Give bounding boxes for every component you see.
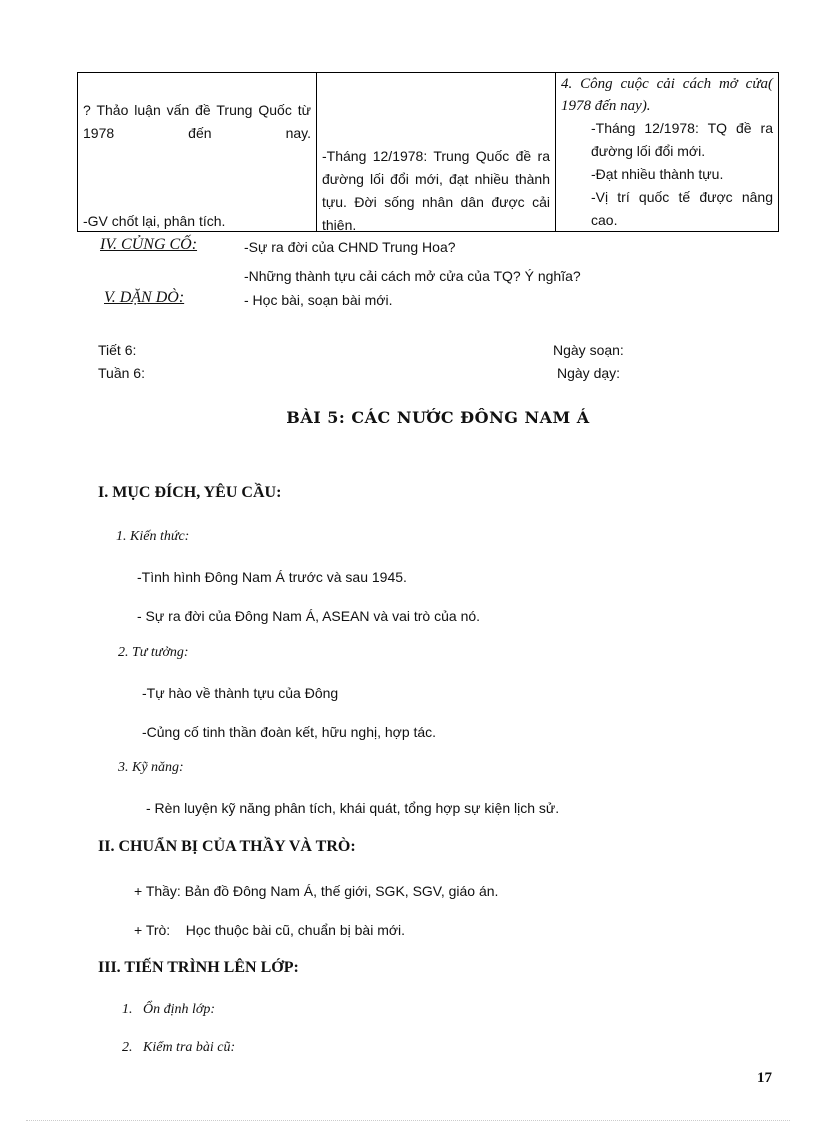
thought-label: 2. Tư tưởng:	[118, 645, 189, 660]
section3-heading: III. TIẾN TRÌNH LÊN LỚP:	[98, 959, 299, 976]
period-label: Tiết 6:	[98, 342, 137, 358]
table-cell-student	[317, 73, 556, 232]
student-text: -Tháng 12/1978: Trung Quốc đề ra đường lối đổi mới, đạt nhiều thành tựu. Đời sống nhân dân được cải thiện.	[322, 148, 550, 233]
step-1: 1. Ổn định lớp:	[122, 1002, 216, 1017]
discussion-text: ? Thảo luận vấn đề Trung Quốc từ 1978 đến nay.	[83, 102, 311, 141]
student-prep: + Trò: Học thuộc bài cũ, chuẩn bị bài mới.	[134, 922, 406, 938]
consolidation-label: IV. CỦNG CỐ:	[100, 236, 198, 253]
knowledge-label: 1. Kiến thức:	[116, 529, 190, 544]
thought-item-2: -Củng cố tinh thần đoàn kết, hữu nghị, hợp tác.	[142, 724, 437, 740]
step-2: 2. Kiểm tra bài cũ:	[122, 1040, 236, 1055]
section2-heading: II. CHUẨN BỊ CỦA THẦY VÀ TRÒ:	[98, 838, 356, 855]
homework-text: - Học bài, soạn bài mới.	[244, 292, 393, 308]
content-p3: -Vị trí quốc tế được nâng cao.	[591, 189, 773, 228]
knowledge-item-2: - Sự ra đời của Đông Nam Á, ASEAN và vai trò của nó.	[137, 608, 481, 624]
page-number: 17	[757, 1070, 772, 1086]
week-label: Tuần 6:	[98, 365, 145, 381]
lesson-title: BÀI 5: CÁC NƯỚC ĐÔNG NAM Á	[286, 408, 590, 427]
skill-label: 3. Kỹ năng:	[118, 760, 184, 775]
skill-item-1: - Rèn luyện kỹ năng phân tích, khái quát, tổng hợp sự kiện lịch sử.	[146, 800, 560, 816]
table-cell-content	[556, 73, 779, 232]
content-p2: -Đạt nhiều thành tựu.	[591, 166, 724, 182]
consolidation-q1: -Sự ra đời của CHND Trung Hoa?	[244, 239, 456, 255]
teach-date-label: Ngày dạy:	[557, 365, 621, 381]
conclusion-text: -GV chốt lại, phân tích.	[83, 213, 226, 229]
page-bottom-rule	[26, 1120, 790, 1121]
lesson-table	[77, 72, 779, 232]
section1-heading: I. MỤC ĐÍCH, YÊU CẦU:	[98, 484, 282, 501]
teacher-prep: + Thầy: Bản đồ Đông Nam Á, thế giới, SGK, SGV, giáo án.	[134, 883, 499, 899]
table-cell-activities	[78, 73, 317, 232]
content-heading: 4. Công cuộc cải cách mở cửa( 1978 đến nay).	[561, 76, 773, 114]
consolidation-q2: -Những thành tựu cải cách mở cửa của TQ? Ý nghĩa?	[244, 268, 581, 284]
prep-date-label: Ngày soạn:	[553, 342, 624, 358]
thought-item-1: -Tự hào về thành tựu của Đông	[142, 685, 339, 701]
knowledge-item-1: -Tình hình Đông Nam Á trước và sau 1945.	[137, 569, 407, 585]
content-p1: -Tháng 12/1978: TQ đề ra đường lối đổi mới.	[591, 120, 773, 159]
homework-label: V. DẶN DÒ:	[104, 289, 185, 306]
